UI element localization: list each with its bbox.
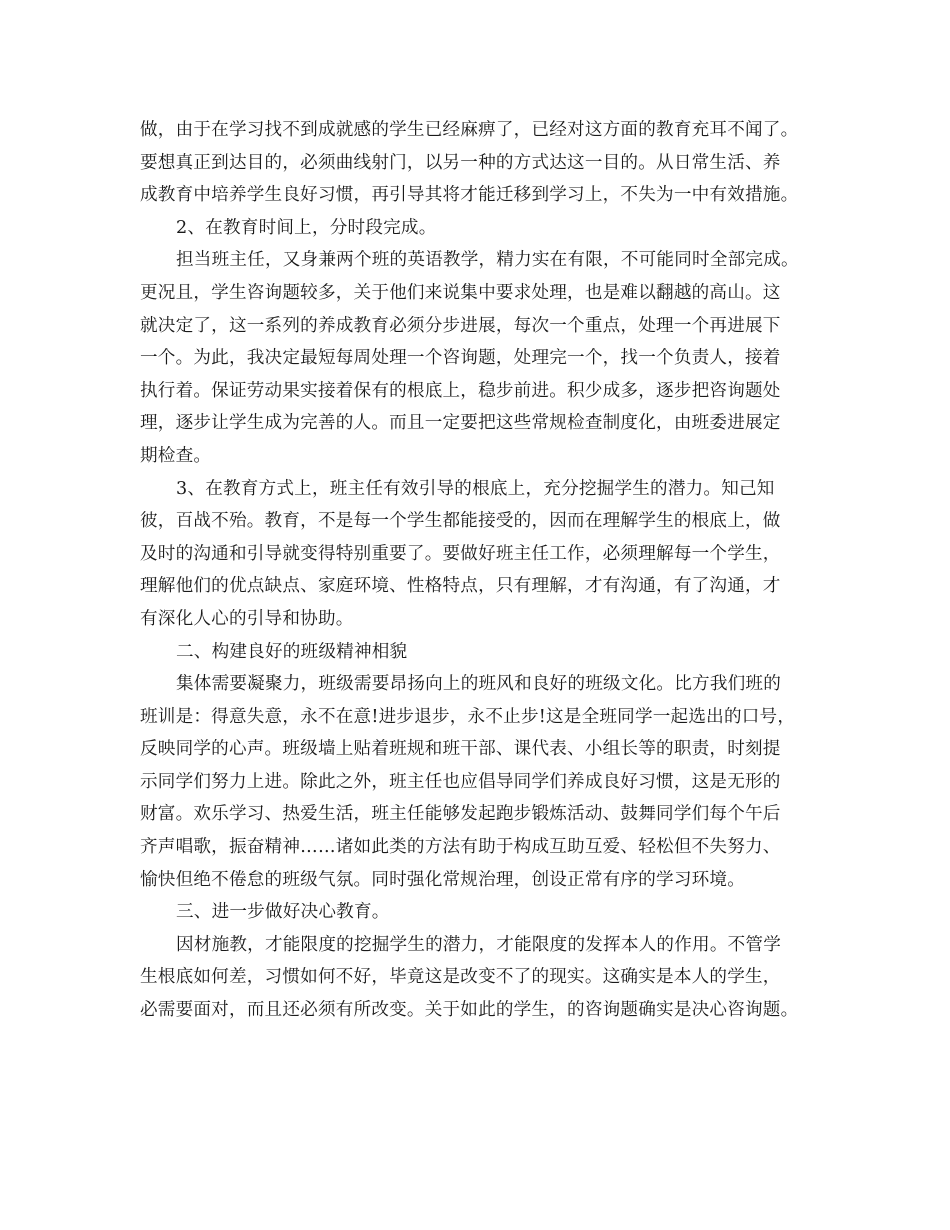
text-line: 做，由于在学习找不到成就感的学生已经麻痹了，已经对这方面的教育充耳不闻了。 bbox=[140, 120, 799, 140]
text-line: 理，逐步让学生成为完善的人。而且一定要把这些常规检查制度化，由班委进展定 bbox=[140, 413, 781, 434]
text-line: 一个。为此，我决定最短每周处理一个咨询题，处理完一个，找一个负责人，接着 bbox=[140, 348, 781, 369]
text-line: 期检查。 bbox=[140, 445, 212, 466]
document-body bbox=[140, 114, 828, 1027]
text-line: 就决定了，这一系列的养成教育必须分步进展，每次一个重点，处理一个再进展下 bbox=[140, 315, 781, 336]
text-line: 因材施教，才能限度的挖掘学生的潜力，才能限度的发挥本人的作用。不管学 bbox=[176, 934, 781, 955]
text-line: 成教育中培养学生良好习惯，再引导其将才能迁移到学习上，不失为一中有效措施。 bbox=[140, 185, 799, 206]
text-line: 财富。欢乐学习、热爱生活，班主任能够发起跑步锻炼活动、鼓舞同学们每个午后 bbox=[140, 804, 781, 825]
text-line: 三、进一步做好决心教育。 bbox=[176, 902, 390, 923]
text-line: 二、构建良好的班级精神相貌 bbox=[176, 641, 408, 662]
text-line: 3、在教育方式上，班主任有效引导的根底上，充分挖掘学生的潜力。知己知 bbox=[176, 478, 775, 499]
text-line: 有深化人心的引导和协助。 bbox=[140, 608, 354, 629]
text-line: 生根底如何差，习惯如何不好，毕竟这是改变不了的现实。这确实是本人的学生， bbox=[140, 967, 781, 988]
text-line: 2、在教育时间上，分时段完成。 bbox=[176, 217, 437, 238]
text-line: 担当班主任，又身兼两个班的英语教学，精力实在有限，不可能同时全部完成。 bbox=[176, 250, 799, 271]
text-line: 执行着。保证劳动果实接着保有的根底上，稳步前进。积少成多，逐步把咨询题处 bbox=[140, 380, 781, 401]
text-line: 班训是：得意失意，永不在意!进步退步，永不止步!这是全班同学一起选出的口号， bbox=[140, 706, 796, 727]
text-line: 更况且，学生咨询题较多，关于他们来说集中要求处理，也是难以翻越的高山。这 bbox=[140, 282, 781, 303]
text-line: 集体需要凝聚力，班级需要昂扬向上的班风和良好的班级文化。比方我们班的 bbox=[176, 674, 781, 695]
text-line: 齐声唱歌，振奋精神……诸如此类的方法有助于构成互助互爱、轻松但不失努力、 bbox=[140, 837, 781, 858]
text-line: 反映同学的心声。班级墙上贴着班规和班干部、课代表、小组长等的职责，时刻提 bbox=[140, 739, 781, 760]
text-line: 必需要面对，而且还必须有所改变。关于如此的学生，的咨询题确实是决心咨询题。 bbox=[140, 1000, 799, 1021]
text-line: 彼，百战不殆。教育，不是每一个学生都能接受的，因而在理解学生的根底上，做 bbox=[140, 511, 781, 532]
text-line: 理解他们的优点缺点、家庭环境、性格特点，只有理解，才有沟通，有了沟通，才 bbox=[140, 576, 781, 597]
text-line: 示同学们努力上进。除此之外，班主任也应倡导同学们养成良好习惯，这是无形的 bbox=[140, 771, 781, 792]
text-line: 要想真正到达目的，必须曲线射门，以另一种的方式达这一目的。从日常生活、养 bbox=[140, 152, 781, 173]
text-line: 及时的沟通和引导就变得特别重要了。要做好班主任工作，必须理解每一个学生， bbox=[140, 543, 781, 564]
text-line: 愉快但绝不倦怠的班级气氛。同时强化常规治理，创设正常有序的学习环境。 bbox=[140, 869, 745, 890]
